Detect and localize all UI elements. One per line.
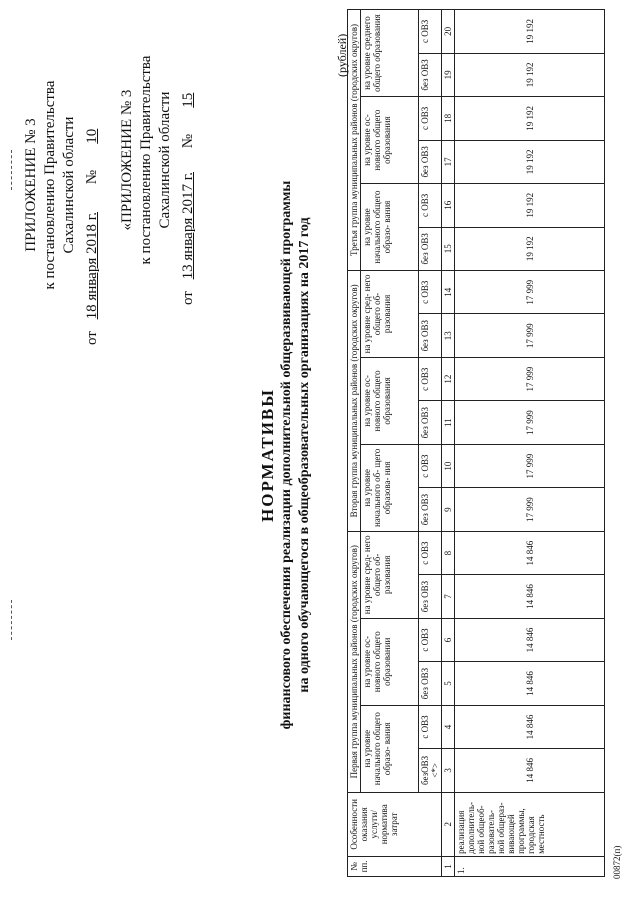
row-description: реализация дополнитель- ной общеоб- разователь- ной общераз- вивающей программы, городская местность (455, 792, 605, 856)
column-number: 15 (442, 227, 455, 270)
appendix-date: 13 января 2017 г. (180, 172, 196, 280)
number-label: № (84, 169, 100, 185)
units-label: (рублей) (335, 33, 349, 77)
appendix-resolution: к постановлению Правительства (138, 55, 154, 265)
column-number: 20 (442, 10, 455, 54)
header-features: Особенности оказания услуги/ норматива затрат (348, 792, 442, 856)
column-number: 16 (442, 184, 455, 227)
table-row (455, 10, 605, 877)
from-label: от (180, 291, 196, 305)
header-level: на уровне начального об- щего образова- ния (361, 444, 419, 531)
value-cell: 17 999 (455, 357, 605, 400)
column-number: 18 (442, 97, 455, 140)
subheader-cell: без ОВЗ (419, 227, 442, 270)
subheader-cell: с ОВЗ (419, 705, 442, 748)
value-cell: 14 846 (455, 749, 605, 792)
appendix-title: «ПРИЛОЖЕНИЕ № 3 (119, 89, 135, 231)
value-cell: 17 999 (455, 488, 605, 531)
appendix-number: 10 (84, 128, 100, 144)
appendix-resolution: к постановлению Правительства (42, 80, 58, 290)
subheader-cell: с ОВЗ (419, 271, 442, 314)
subheader-cell: без ОВЗ (419, 401, 442, 444)
document-heading (258, 125, 314, 785)
header-level: на уровне среднего общего образования (361, 10, 419, 97)
column-number: 5 (442, 662, 455, 705)
from-label: от (84, 331, 100, 345)
column-number-row (442, 10, 455, 877)
value-cell: 14 846 (455, 575, 605, 618)
column-number: 4 (442, 705, 455, 748)
value-cell: 17 999 (455, 271, 605, 314)
appendix-current (22, 25, 102, 345)
appendix-region: Сахалинской области (61, 116, 77, 254)
document-subtitle-line2: на одного обучающегося в общеобразовательных организациях на 2017 год (297, 217, 312, 693)
subheader-cell: без ОВЗ (419, 53, 442, 96)
value-cell: 14 846 (455, 705, 605, 748)
subheader-cell: с ОВЗ (419, 10, 442, 54)
subheader-cell: с ОВЗ (419, 184, 442, 227)
appendix-title: ПРИЛОЖЕНИЕ № 3 (23, 118, 39, 252)
column-number: 6 (442, 618, 455, 661)
value-cell: 14 846 (455, 531, 605, 575)
column-number: 13 (442, 314, 455, 357)
column-number: 10 (442, 444, 455, 487)
document-subtitle-line1: финансового обеспечения реализации дополнительной общеразвивающей программы (279, 180, 294, 730)
subheader-cell: без ОВЗ (419, 662, 442, 705)
header-group: Первая группа муниципальных районов (городских округов) (348, 531, 361, 792)
header-num: № пп. (348, 856, 442, 876)
norms-table (347, 9, 605, 877)
header-group: Вторая группа муниципальных районов (городских округов) (348, 271, 361, 532)
appendix-date: 18 января 2018 г. (84, 212, 100, 320)
subheader-cell: с ОВЗ (419, 531, 442, 575)
header-group: Третья группа муниципальных районов (городских округов) (348, 10, 361, 271)
value-cell: 19 192 (455, 10, 605, 54)
appendix-previous (118, 15, 198, 305)
column-number: 17 (442, 140, 455, 183)
value-cell: 19 192 (455, 184, 605, 227)
table-subheader-row (419, 10, 442, 877)
row-number: 1. (455, 856, 605, 876)
header-level: на уровне сред- него общего об- разования (361, 531, 419, 618)
column-number: 1 (442, 856, 455, 876)
header-level: на уровне ос- новного общего образования (361, 357, 419, 444)
header-level: на уровне ос- новного общего образовании (361, 618, 419, 705)
column-number: 14 (442, 271, 455, 314)
value-cell: 17 999 (455, 401, 605, 444)
table-header-row (348, 10, 361, 877)
header-level: на уровне сред- него общего об- разования (361, 271, 419, 358)
column-number: 11 (442, 401, 455, 444)
header-level: на уровне начального общего образо- вания (361, 184, 419, 271)
subheader-cell: без ОВЗ (419, 314, 442, 357)
table-level-row (361, 10, 419, 877)
subheader-cell: безОВЗ <*> (419, 749, 442, 792)
value-cell: 17 999 (455, 314, 605, 357)
subheader-cell: с ОВЗ (419, 618, 442, 661)
number-label: № (180, 133, 196, 149)
column-number: 12 (442, 357, 455, 400)
appendix-date-line (179, 15, 198, 305)
column-number: 9 (442, 488, 455, 531)
subheader-cell: без ОВЗ (419, 488, 442, 531)
appendix-date-line (83, 25, 102, 345)
subheader-cell: без ОВЗ (419, 140, 442, 183)
column-number: 8 (442, 531, 455, 575)
value-cell: 17 999 (455, 444, 605, 487)
value-cell: 19 192 (455, 53, 605, 96)
document-title: НОРМАТИВЫ (258, 388, 277, 522)
value-cell: 14 846 (455, 618, 605, 661)
footer-code: 00872(п) (612, 845, 622, 879)
value-cell: 19 192 (455, 140, 605, 183)
column-number: 2 (442, 792, 455, 856)
value-cell: 19 192 (455, 227, 605, 270)
appendix-number: 15 (180, 92, 196, 108)
value-cell: 19 192 (455, 97, 605, 140)
subheader-cell: с ОВЗ (419, 97, 442, 140)
subheader-cell: без ОВЗ (419, 575, 442, 618)
column-number: 7 (442, 575, 455, 618)
value-cell: 14 846 (455, 662, 605, 705)
appendix-region: Сахалинской области (157, 91, 173, 229)
header-level: на уровне ос- новного общего образования (361, 97, 419, 184)
column-number: 19 (442, 53, 455, 96)
subheader-cell: с ОВЗ (419, 357, 442, 400)
subheader-cell: с ОВЗ (419, 444, 442, 487)
header-level: на уровне начального общего образо- вания (361, 705, 419, 792)
column-number: 3 (442, 749, 455, 792)
